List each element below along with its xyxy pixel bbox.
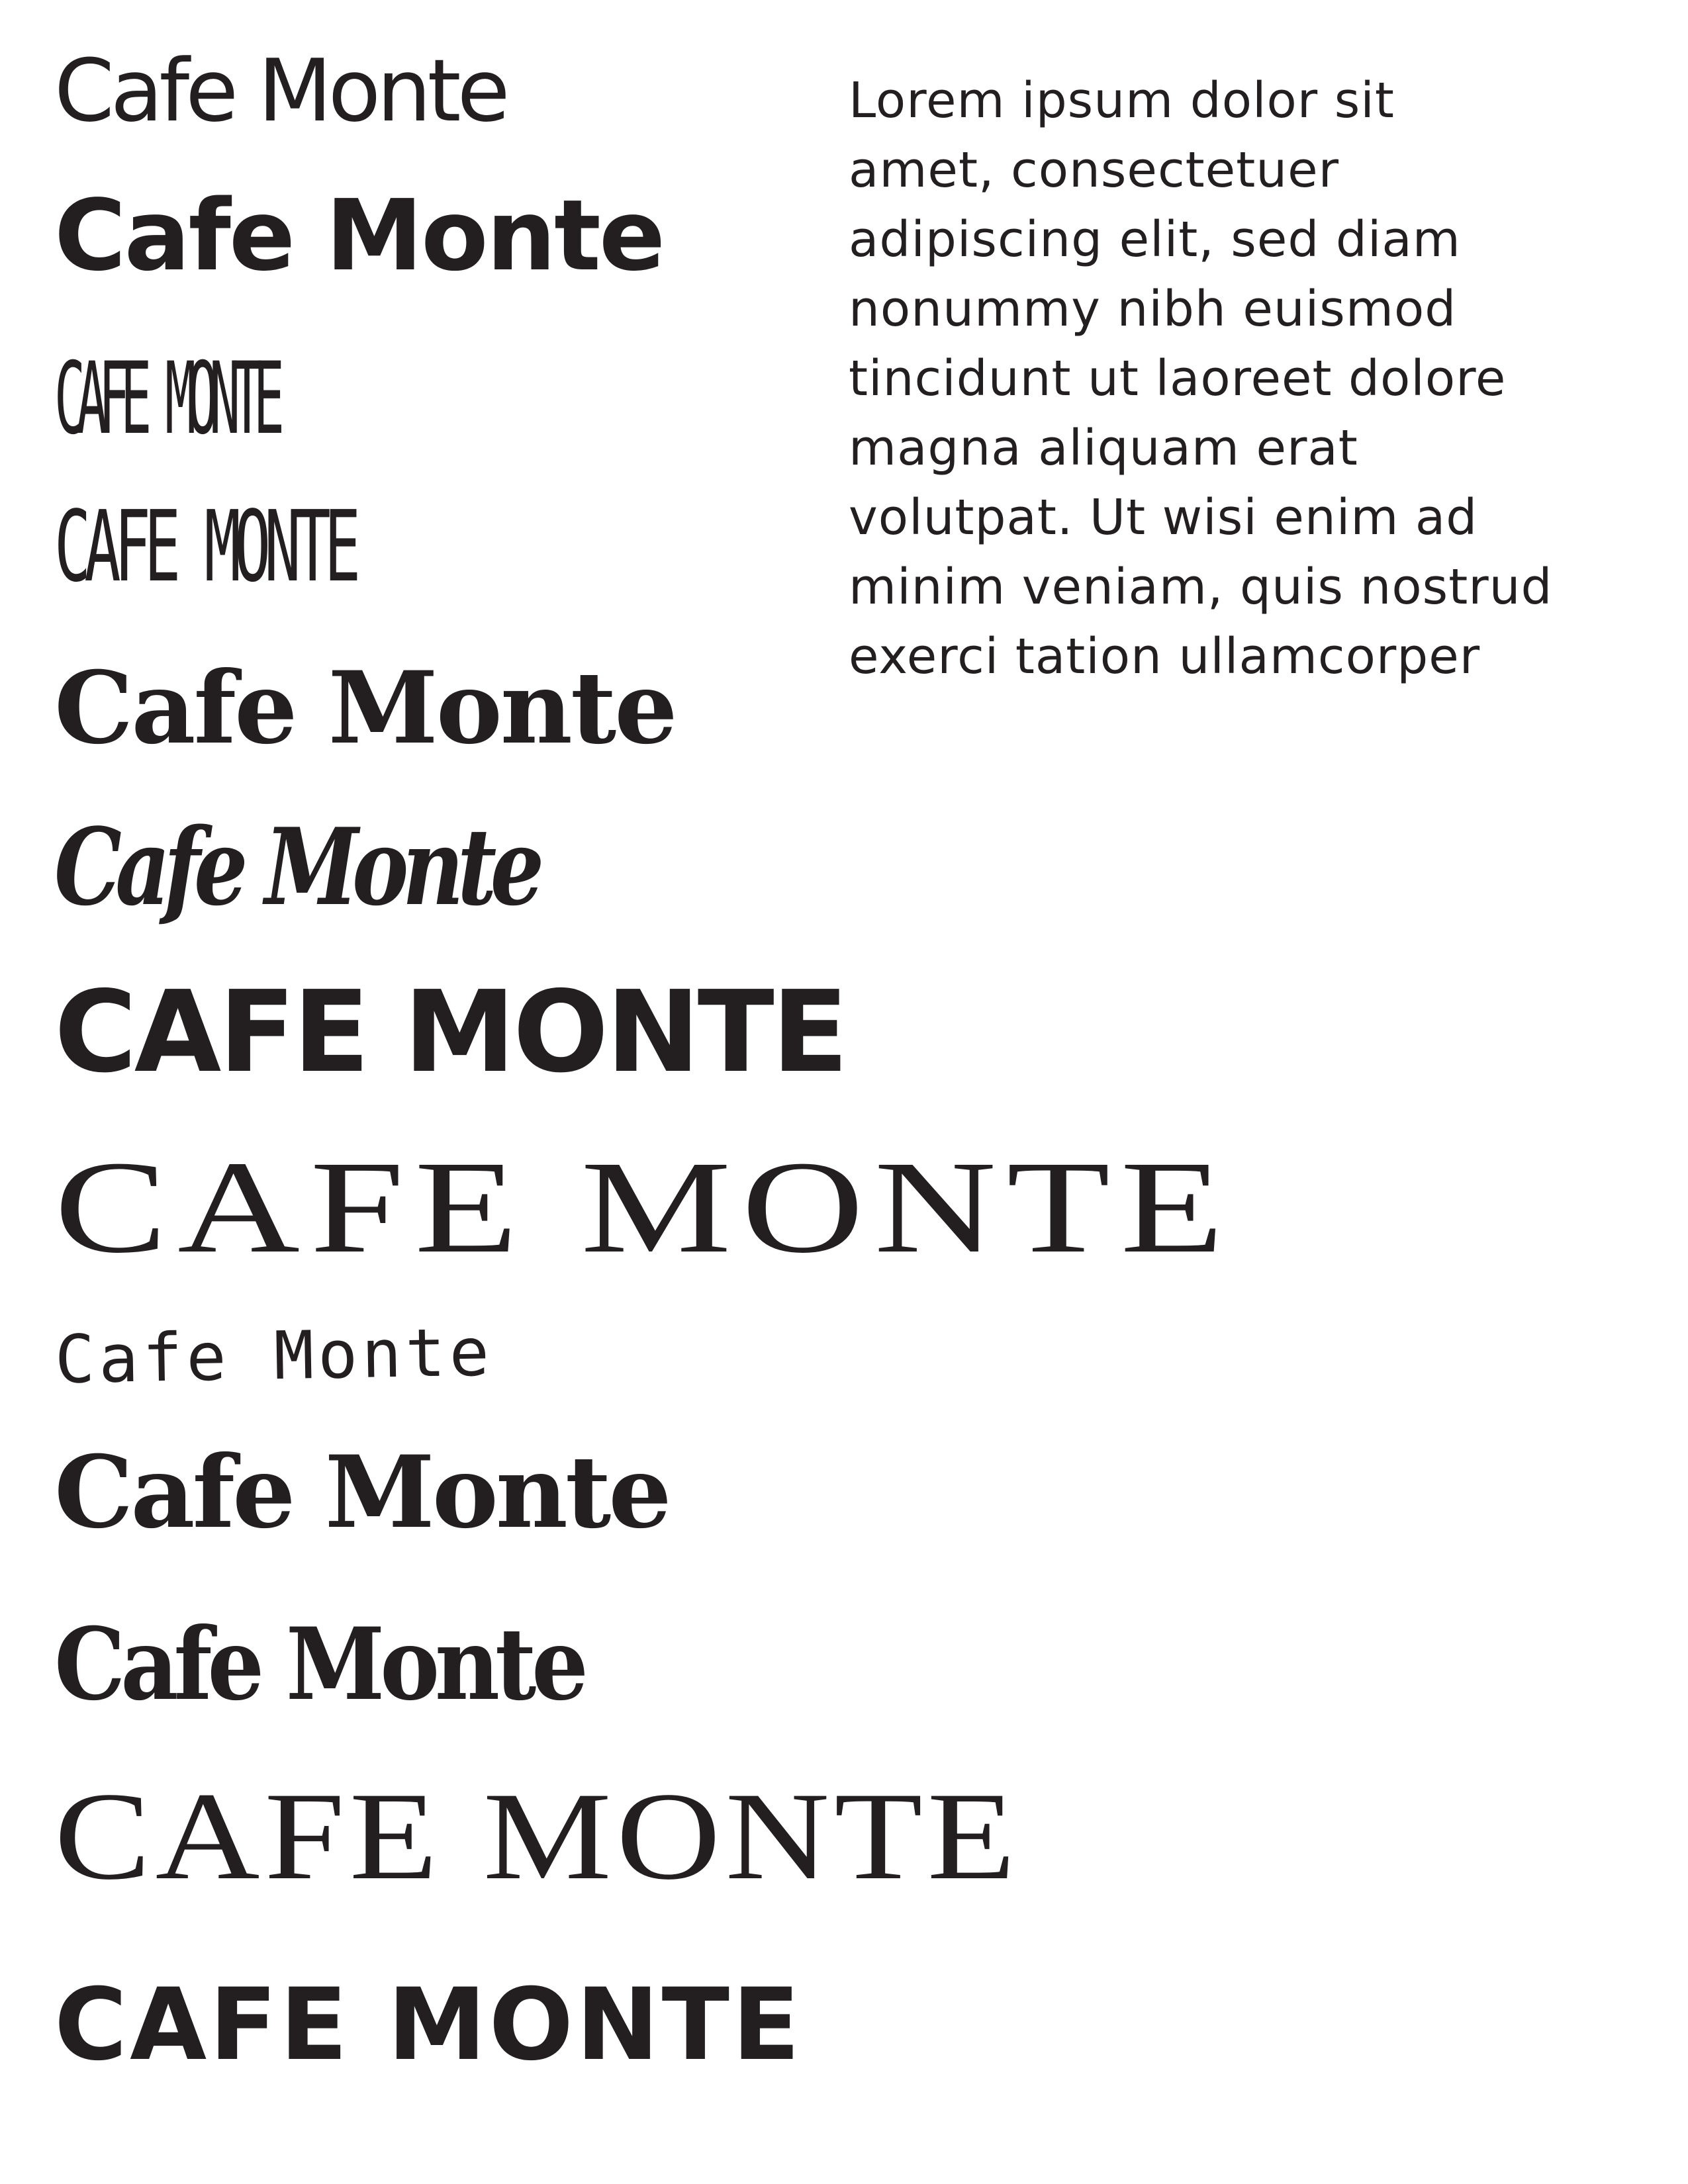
specimen-script: Cafe Monte bbox=[54, 805, 538, 929]
specimen-handwritten: Cafe Monte bbox=[54, 1313, 494, 1398]
body-text-sample: Lorem ipsum dolor sit amet, consectetuer adipiscing elit, sed diam nonummy nibh euismod tincidunt ut laoreet dolore magna aliquam erat volutpat. Ut wisi enim ad minim veniam, quis nostrud exerci tation ullamcorper bbox=[849, 72, 1553, 685]
specimen-rounded-bold-caps: CAFE MONTE bbox=[54, 1968, 803, 2083]
specimen-decorative-caps: CAFE MONTE bbox=[54, 1767, 1020, 1906]
specimen-condensed-display-caps: CAFE MONTE bbox=[54, 490, 355, 604]
specimen-wide-serif-caps: CAFE MONTE bbox=[54, 1134, 1235, 1281]
specimen-compressed-serif: Cafe Monte bbox=[54, 1606, 584, 1723]
specimen-heavy-caps: CAFE MONTE bbox=[54, 967, 846, 1098]
specimen-slab-serif: Cafe Monte bbox=[54, 650, 676, 766]
specimen-heavy-serif: Cafe Monte bbox=[54, 1434, 669, 1551]
specimen-heavy-rounded-sans: Cafe Monte bbox=[54, 179, 664, 293]
specimen-condensed-caps: CAFE MONTE bbox=[54, 341, 276, 457]
specimen-geometric-sans: Cafe Monte bbox=[54, 40, 506, 141]
